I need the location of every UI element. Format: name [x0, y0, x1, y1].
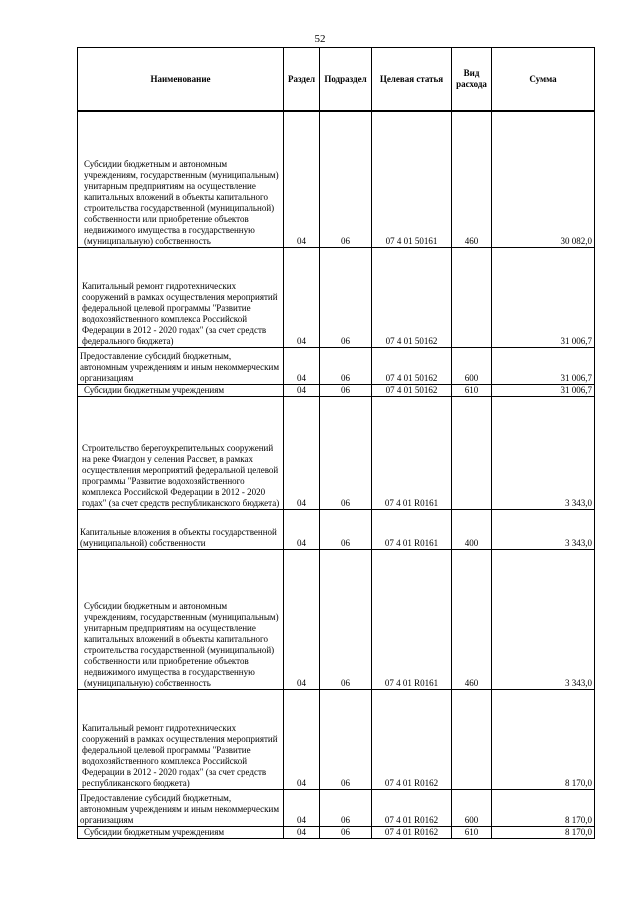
row-article: 07 4 01 R0161	[372, 509, 452, 549]
row-article: 07 4 01 R0161	[372, 549, 452, 689]
row-sum: 3 343,0	[492, 396, 595, 509]
row-subsection: 06	[320, 247, 372, 347]
row-type: 460	[452, 549, 492, 689]
row-section: 04	[284, 347, 320, 384]
page-number: 52	[314, 33, 326, 45]
row-type: 610	[452, 826, 492, 838]
table-row	[78, 396, 595, 509]
row-sum: 8 170,0	[492, 789, 595, 826]
row-article: 07 4 01 50161	[372, 111, 452, 247]
row-section: 04	[284, 396, 320, 509]
row-subsection: 06	[320, 789, 372, 826]
header-target-article: Целевая статья	[372, 48, 452, 112]
row-name: Субсидии бюджетным учреждениям	[78, 384, 284, 396]
table-row	[78, 689, 595, 789]
row-name: Субсидии бюджетным и автономным учреждениям, государственным (муниципальным) унитарным предприятиям на осуществление капитальных вложений в объекты капитального строительства государственной (муниципальной) собственности или приобретение объектов недвижимого имущества в государственную (муниципальную) собственность	[78, 549, 284, 689]
row-type: 400	[452, 509, 492, 549]
row-sum: 8 170,0	[492, 826, 595, 838]
row-type	[452, 396, 492, 509]
header-sum: Сумма	[492, 48, 595, 112]
row-type: 460	[452, 111, 492, 247]
row-name: Капитальные вложения в объекты государственной (муниципальной) собственности	[78, 509, 284, 549]
row-name: Субсидии бюджетным и автономным учреждениям, государственным (муниципальным) унитарным предприятиям на осуществление капитальных вложений в объекты капитального строительства государственной (муниципальной) собственности или приобретение объектов недвижимого имущества в государственную (муниципальную) собственность	[78, 111, 284, 247]
row-sum: 30 082,0	[492, 111, 595, 247]
table-row	[78, 789, 595, 826]
row-subsection: 06	[320, 826, 372, 838]
row-article: 07 4 01 50162	[372, 384, 452, 396]
header-expense-type: Вид расхода	[452, 48, 492, 112]
table-body	[78, 111, 595, 838]
row-subsection: 06	[320, 549, 372, 689]
row-article: 07 4 01 R0162	[372, 689, 452, 789]
row-subsection: 06	[320, 509, 372, 549]
table-row	[78, 509, 595, 549]
row-section: 04	[284, 384, 320, 396]
table-row	[78, 347, 595, 384]
row-type	[452, 689, 492, 789]
row-article: 07 4 01 50162	[372, 247, 452, 347]
row-name: Предоставление субсидий бюджетным, автономным учреждениям и иным некоммерческим организациям	[78, 347, 284, 384]
table-row	[78, 549, 595, 689]
row-section: 04	[284, 111, 320, 247]
row-subsection: 06	[320, 689, 372, 789]
row-subsection: 06	[320, 396, 372, 509]
row-subsection: 06	[320, 111, 372, 247]
row-name: Капитальный ремонт гидротехнических сооружений в рамках осуществления мероприятий федеральной целевой программы "Развитие водохозяйственного комплекса Российской Федерации в 2012 - 2020 годах" (за счет средств федерального бюджета)	[78, 247, 284, 347]
table-header-row	[78, 48, 595, 112]
row-section: 04	[284, 826, 320, 838]
table-row	[78, 384, 595, 396]
row-sum: 31 006,7	[492, 347, 595, 384]
row-sum: 3 343,0	[492, 509, 595, 549]
row-article: 07 4 01 50162	[372, 347, 452, 384]
row-sum: 8 170,0	[492, 689, 595, 789]
table-row	[78, 111, 595, 247]
row-subsection: 06	[320, 384, 372, 396]
row-article: 07 4 01 R0161	[372, 396, 452, 509]
row-section: 04	[284, 689, 320, 789]
row-sum: 3 343,0	[492, 549, 595, 689]
row-section: 04	[284, 549, 320, 689]
table-row	[78, 826, 595, 838]
row-section: 04	[284, 247, 320, 347]
row-name: Предоставление субсидий бюджетным, автономным учреждениям и иным некоммерческим организациям	[78, 789, 284, 826]
row-article: 07 4 01 R0162	[372, 789, 452, 826]
header-subsection: Подраздел	[320, 48, 372, 112]
row-type: 600	[452, 347, 492, 384]
row-name: Строительство берегоукрепительных сооружений на реке Фиагдон у селения Рассвет, в рамках осуществления мероприятий федеральной целевой программы "Развитие водохозяйственного комплекса Российской Федерации в 2012 - 2020 годах" (за счет средств республиканского бюджета)	[78, 396, 284, 509]
header-name: Наименование	[78, 48, 284, 112]
row-type	[452, 247, 492, 347]
row-name: Субсидии бюджетным учреждениям	[78, 826, 284, 838]
row-section: 04	[284, 509, 320, 549]
row-article: 07 4 01 R0162	[372, 826, 452, 838]
budget-table	[77, 47, 595, 839]
row-sum: 31 006,7	[492, 384, 595, 396]
row-type: 610	[452, 384, 492, 396]
row-section: 04	[284, 789, 320, 826]
header-section: Раздел	[284, 48, 320, 112]
table-row	[78, 247, 595, 347]
row-type: 600	[452, 789, 492, 826]
row-subsection: 06	[320, 347, 372, 384]
row-name: Капитальный ремонт гидротехнических сооружений в рамках осуществления мероприятий федеральной целевой программы "Развитие водохозяйственного комплекса Российской Федерации в 2012 - 2020 годах" (за счет средств республиканского бюджета)	[78, 689, 284, 789]
row-sum: 31 006,7	[492, 247, 595, 347]
